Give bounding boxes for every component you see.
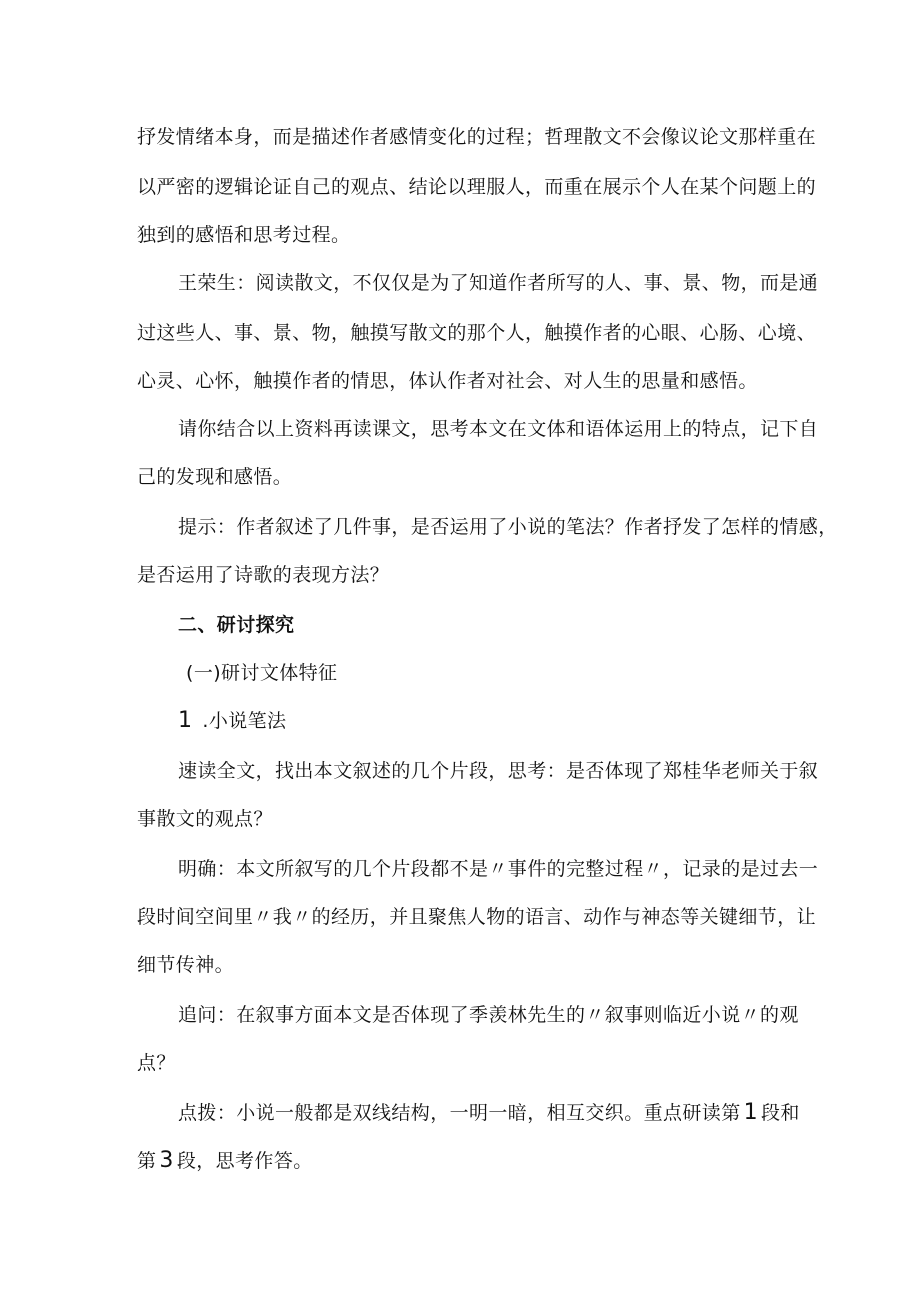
text-run: 点拨：小说一般都是双线结构，一明一暗，相互交织。重点研读第 xyxy=(178,1102,741,1124)
item-title: .小说笔法 xyxy=(202,710,287,732)
text-run: 3 xyxy=(159,1148,174,1173)
paragraph-line: 事散文的观点？ xyxy=(137,808,273,830)
subsection-heading: (一)研讨文体特征 xyxy=(186,662,338,684)
paragraph-line: 请你结合以上资料再读课文，思考本文在文体和语体运用上的特点，记下自 xyxy=(178,418,819,440)
paragraph-line xyxy=(137,1148,313,1174)
paragraph-line: 明确：本文所叙写的几个片段都不是〃事件的完整过程〃，记录的是过去一 xyxy=(178,858,819,880)
paragraph-line: 点？ xyxy=(137,1052,176,1074)
item-number: 1 xyxy=(178,708,193,733)
paragraph-line: 过这些人、事、景、物，触摸写散文的那个人，触摸作者的心眼、心肠、心境、 xyxy=(137,322,817,344)
paragraph-line: 速读全文，找出本文叙述的几个片段，思考：是否体现了郑桂华老师关于叙 xyxy=(178,760,819,782)
section-heading: 二、研讨探究 xyxy=(178,614,295,636)
paragraph-line: 心灵、心怀，触摸作者的情思，体认作者对社会、对人生的思量和感悟。 xyxy=(137,370,758,392)
paragraph-line: 段时间空间里〃我〃的经历，并且聚焦人物的语言、动作与神态等关键细节，让 xyxy=(137,906,817,928)
paragraph-line: 王荣生：阅读散文，不仅仅是为了知道作者所写的人、事、景、物，而是通 xyxy=(178,272,819,294)
text-run: 段，思考作答。 xyxy=(176,1150,313,1172)
paragraph-line: 是否运用了诗歌的表现方法？ xyxy=(137,564,390,586)
paragraph-line xyxy=(178,1100,800,1126)
text-run: 段和 xyxy=(761,1102,800,1124)
paragraph-line: 细节传神。 xyxy=(137,954,235,976)
paragraph-line: 追问：在叙事方面本文是否体现了季羡林先生的〃叙事则临近小说〃的观 xyxy=(178,1004,799,1026)
paragraph-line: 己的发现和感悟。 xyxy=(137,466,293,488)
text-run: 第 xyxy=(137,1150,157,1172)
item-heading xyxy=(178,708,286,734)
paragraph-line: 以严密的逻辑论证自己的观点、结论以理服人，而重在展示个人在某个问题上的 xyxy=(137,176,817,198)
paragraph-line: 独到的感悟和思考过程。 xyxy=(137,224,351,246)
paragraph-line: 抒发情绪本身，而是描述作者感情变化的过程；哲理散文不会像议论文那样重在 xyxy=(137,126,817,148)
paragraph-line: 提示：作者叙述了几件事，是否运用了小说的笔法？作者抒发了怎样的情感， xyxy=(178,516,838,538)
text-run: 1 xyxy=(743,1100,759,1125)
